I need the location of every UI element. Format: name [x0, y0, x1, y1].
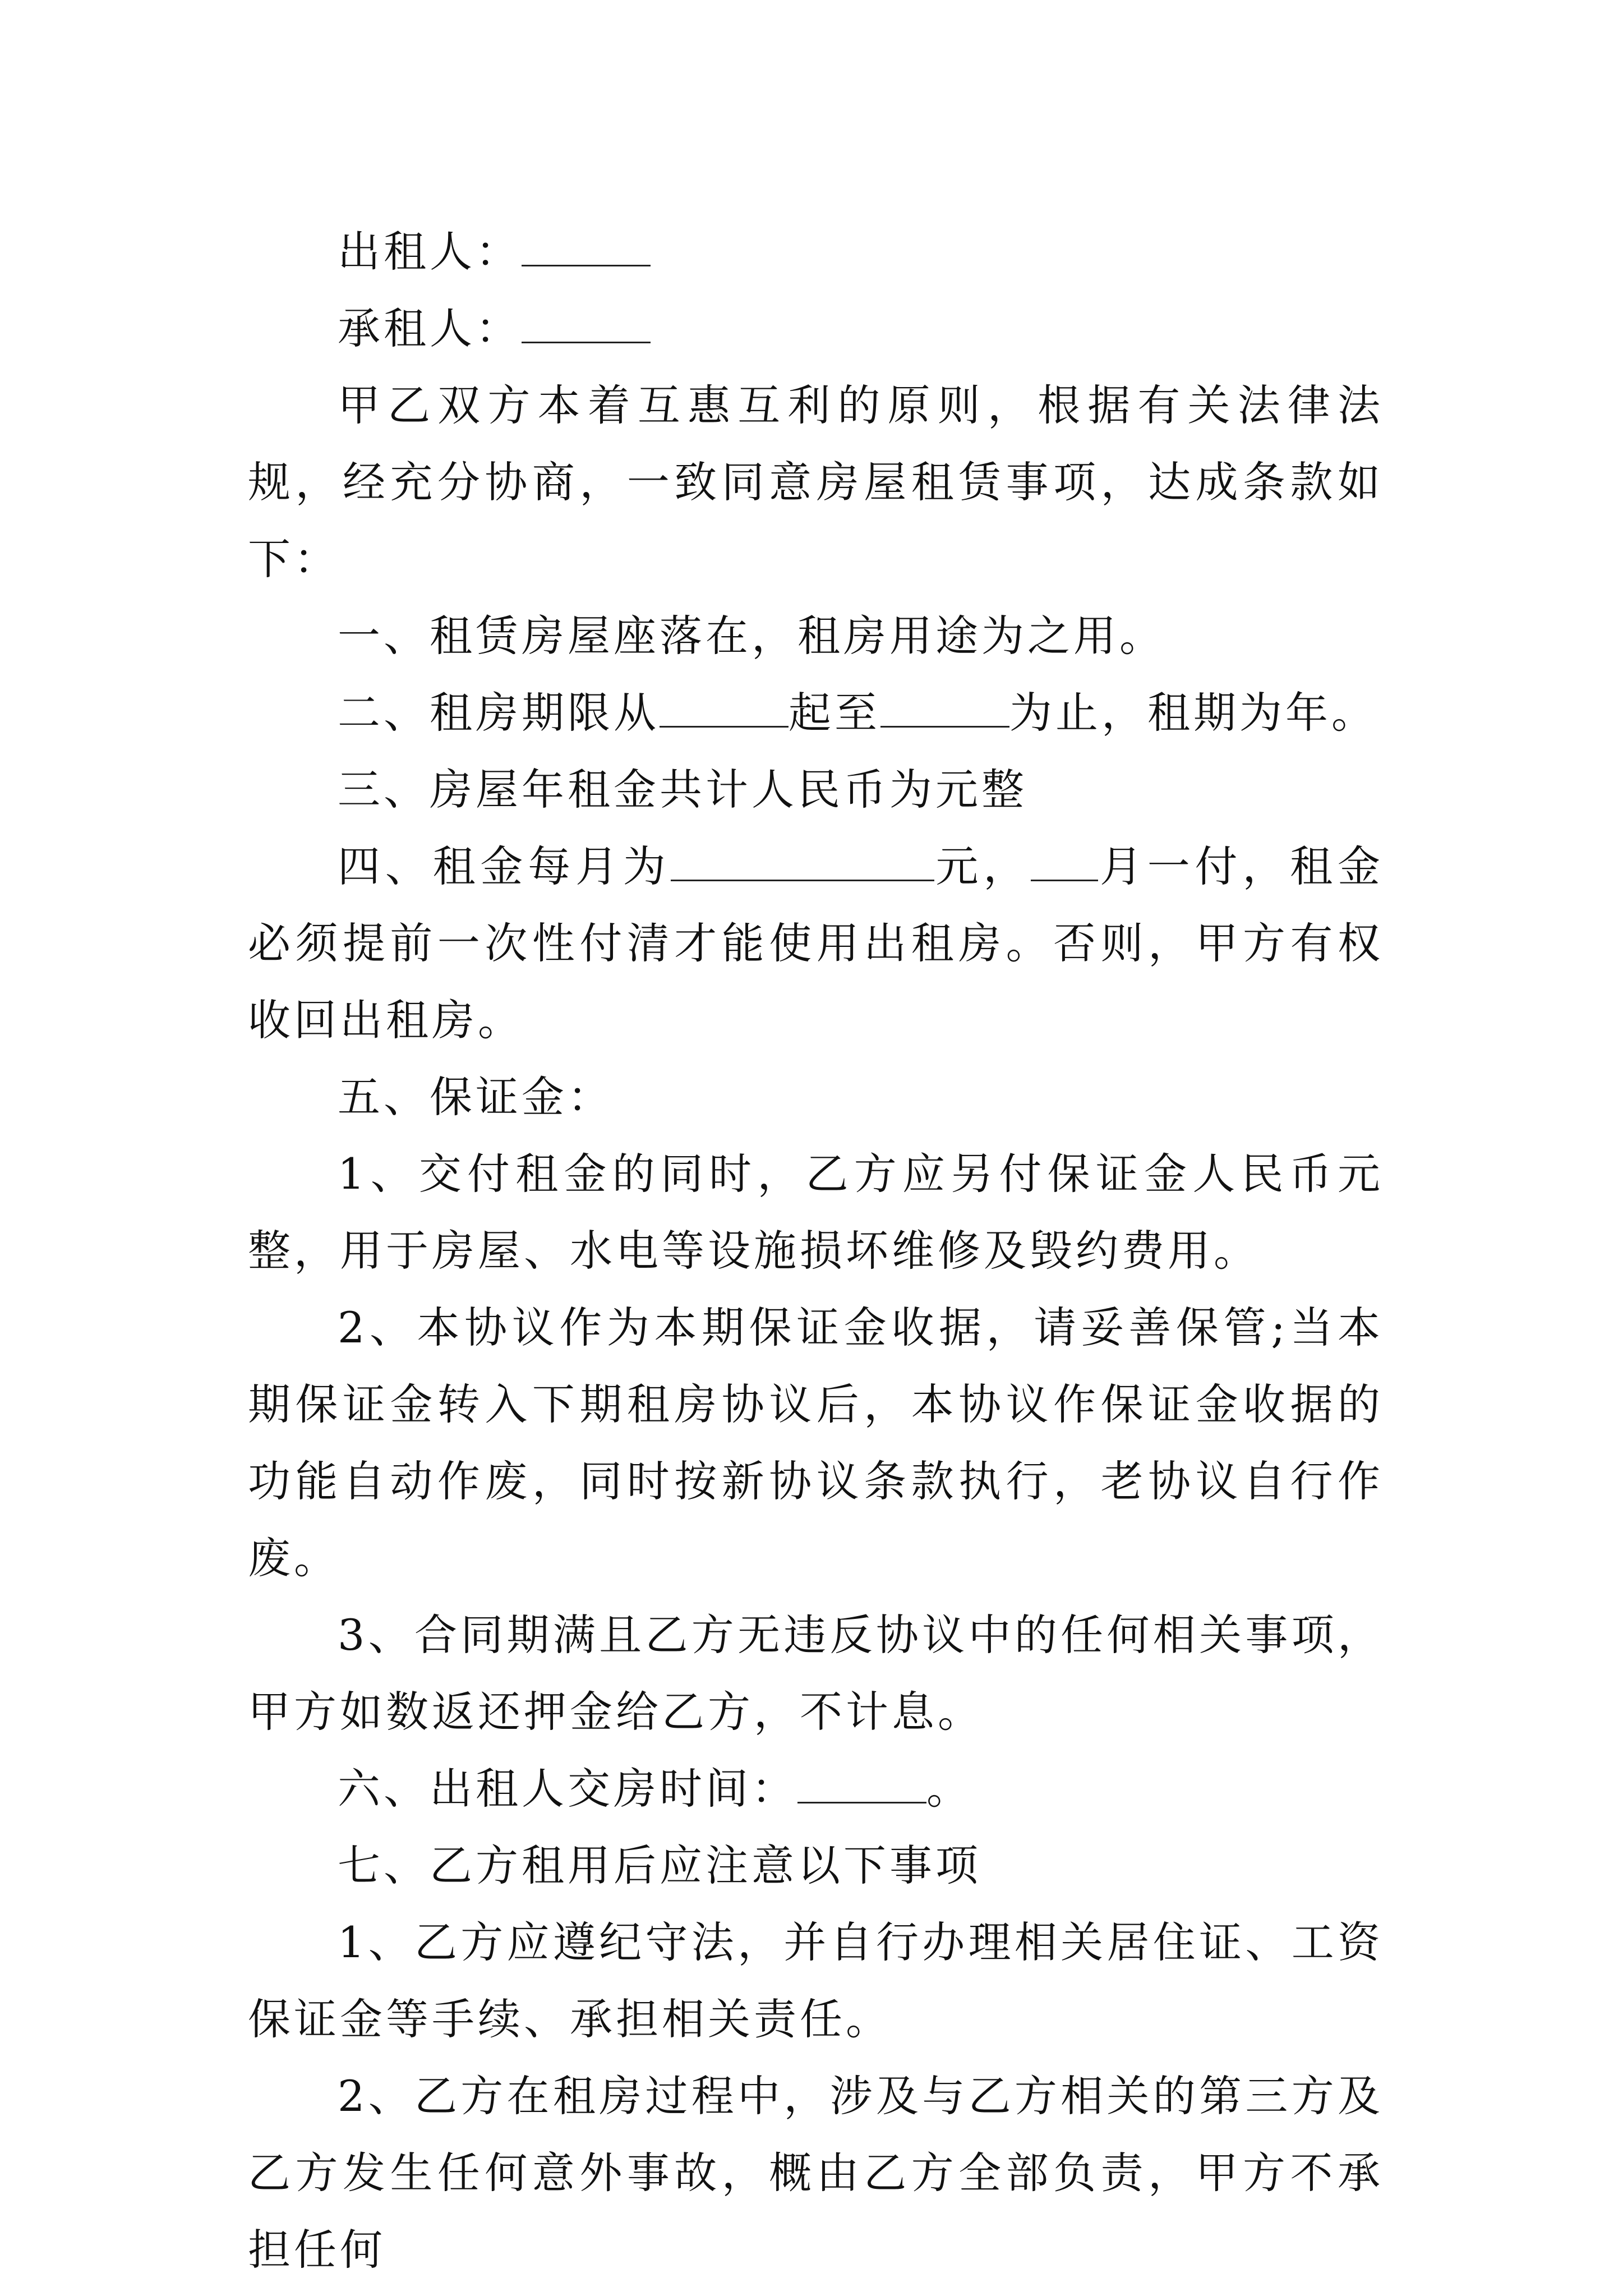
- clause-6-text-a: 六、出租人交房时间：: [338, 1764, 797, 1814]
- clause-5: 五、保证金：: [338, 1072, 614, 1122]
- clause-4: [248, 828, 1384, 1059]
- clause-5-1: 1、交付租金的同时，乙方应另付保证金人民币元整，用于房屋、水电等设施损坏维修及毁约费用。: [248, 1149, 1384, 1276]
- clause-7-1: 1、乙方应遵纪守法，并自行办理相关居住证、工资保证金等手续、承担相关责任。: [248, 1917, 1384, 2044]
- lease-start-blank: [660, 691, 789, 728]
- clause-7-2: 2、乙方在租房过程中，涉及与乙方相关的第三方及乙方发生任何意外事故，概由乙方全部负责，甲方不承担任何: [248, 2071, 1384, 2275]
- handover-time-blank: [797, 1767, 926, 1803]
- lessee-label: 承租人：: [338, 303, 522, 353]
- clause-6-text-b: 。: [926, 1764, 972, 1814]
- lease-end-blank: [880, 691, 1009, 728]
- clause-2-text-b: 起至: [789, 688, 880, 738]
- clause-2: [248, 674, 1384, 751]
- clause-6: [248, 1750, 1384, 1827]
- clause-2-text-c: 为止，租期为年。: [1009, 688, 1377, 738]
- lessor-label: 出租人：: [338, 227, 522, 277]
- clause-4-text-a: 四、租金每月为: [338, 841, 671, 891]
- intro-paragraph: 甲乙双方本着互惠互利的原则，根据有关法律法规，经充分协商，一致同意房屋租赁事项，达成条款如下：: [248, 380, 1384, 584]
- clause-4-text-c: 月一付，租金必须提前一次性付清才能使用出租房。否则，甲方有权收回出租房。: [248, 841, 1384, 1045]
- clause-3: 三、房屋年租金共计人民币为元整: [338, 765, 1027, 815]
- clause-5-2: 2、本协议作为本期保证金收据，请妥善保管;当本期保证金转入下期租房协议后，本协议作保证金收据的功能自动作废，同时按新协议条款执行，老协议自行作废。: [248, 1303, 1384, 1583]
- clause-4-text-b: 元，: [934, 841, 1031, 891]
- monthly-rent-blank: [671, 845, 934, 881]
- lessor-blank: [522, 230, 651, 266]
- clause-1: 一、租赁房屋座落在，租房用途为之用。: [338, 611, 1165, 661]
- lessor-line: [248, 213, 1384, 290]
- clause-2-text-a: 二、租房期限从: [338, 688, 660, 738]
- clause-5-3: 3、合同期满且乙方无违反协议中的任何相关事项，甲方如数返还押金给乙方，不计息。: [248, 1610, 1384, 1737]
- document-body: [248, 213, 1384, 2288]
- clause-7: 七、乙方租用后应注意以下事项: [338, 1841, 981, 1890]
- lessee-line: [248, 290, 1384, 367]
- payment-months-blank: [1031, 845, 1098, 881]
- lessee-blank: [522, 307, 651, 343]
